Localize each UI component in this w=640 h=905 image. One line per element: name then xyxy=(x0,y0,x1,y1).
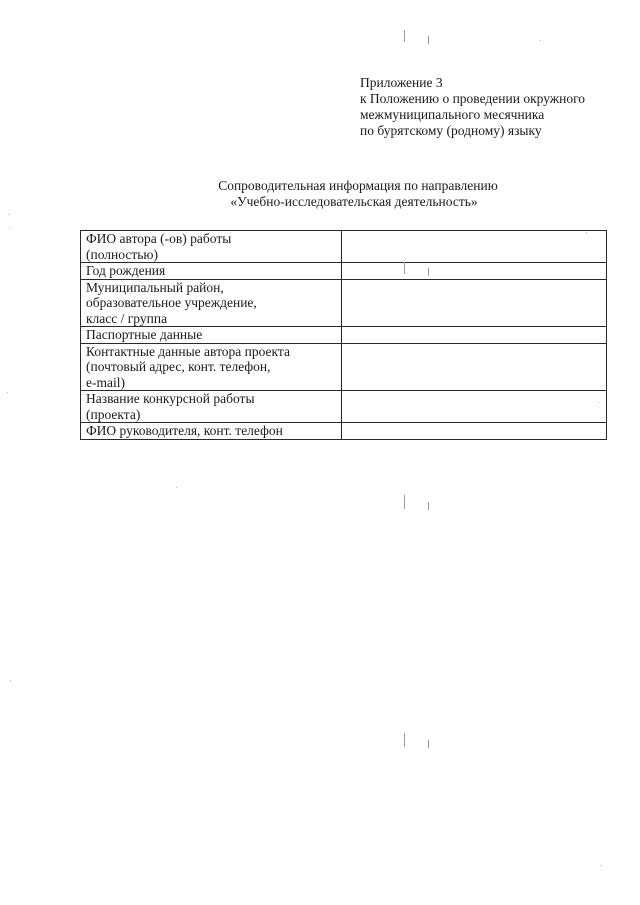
appendix-reference-line: по бурятскому (родному) языку xyxy=(360,123,542,138)
scan-artifact xyxy=(428,268,429,276)
scan-artifact xyxy=(404,30,405,42)
form-row-birth-year xyxy=(81,263,607,280)
form-label xyxy=(81,391,342,423)
form-row-passport xyxy=(81,327,607,344)
form-value-cell[interactable] xyxy=(341,423,606,440)
title-line: Сопроводительная информация по направлению xyxy=(218,178,498,193)
form-value-cell[interactable] xyxy=(341,231,606,263)
form-label-text: Год рождения xyxy=(86,263,166,278)
scan-artifact xyxy=(428,502,429,510)
form-label-text: Муниципальный район, образовательное учреждение, класс / группа xyxy=(86,279,257,326)
form-label xyxy=(81,343,342,391)
form-label-text: Название конкурсной работы (проекта) xyxy=(86,391,255,422)
form-value-cell[interactable] xyxy=(341,263,606,280)
form-label-text: Паспортные данные xyxy=(86,327,203,342)
form-value-cell[interactable] xyxy=(341,391,606,423)
appendix-header xyxy=(360,75,585,139)
form-label xyxy=(81,263,342,280)
appendix-reference-line: межмуниципального месячника xyxy=(360,107,545,122)
form-row-district xyxy=(81,279,607,327)
info-form-table xyxy=(80,230,607,440)
form-row-author xyxy=(81,231,607,263)
form-value-cell[interactable] xyxy=(341,279,606,327)
scan-artifact xyxy=(428,36,429,44)
form-label xyxy=(81,327,342,344)
form-label xyxy=(81,423,342,440)
form-label-text: Контактные данные автора проекта (почтовый адрес, конт. телефон, e-mail) xyxy=(86,343,290,390)
form-label-text: ФИО автора (-ов) работы (полностью) xyxy=(86,231,232,262)
scan-speck xyxy=(176,487,177,488)
scan-artifact xyxy=(404,495,405,509)
form-value-cell[interactable] xyxy=(341,327,606,344)
form-row-work-title xyxy=(81,391,607,423)
document-title xyxy=(0,178,640,210)
appendix-number: Приложение 3 xyxy=(360,75,443,90)
form-row-contacts xyxy=(81,343,607,391)
scan-artifact xyxy=(404,733,405,747)
scan-speck xyxy=(600,865,601,866)
scan-speck xyxy=(9,228,10,229)
form-label xyxy=(81,279,342,327)
scan-speck xyxy=(598,402,599,403)
scan-artifact xyxy=(428,740,429,748)
scan-speck xyxy=(586,232,587,233)
form-row-supervisor xyxy=(81,423,607,440)
form-value-cell[interactable] xyxy=(341,343,606,391)
form-label xyxy=(81,231,342,263)
title-direction: «Учебно-исследовательская деятельность» xyxy=(230,194,478,209)
scan-speck xyxy=(10,680,11,681)
form-label-text: ФИО руководителя, конт. телефон xyxy=(86,423,283,438)
appendix-reference-line: к Положению о проведении окружного xyxy=(360,91,586,106)
scan-speck xyxy=(7,392,8,393)
scan-artifact xyxy=(404,262,405,274)
scan-speck xyxy=(8,214,9,215)
scan-speck xyxy=(540,40,541,41)
